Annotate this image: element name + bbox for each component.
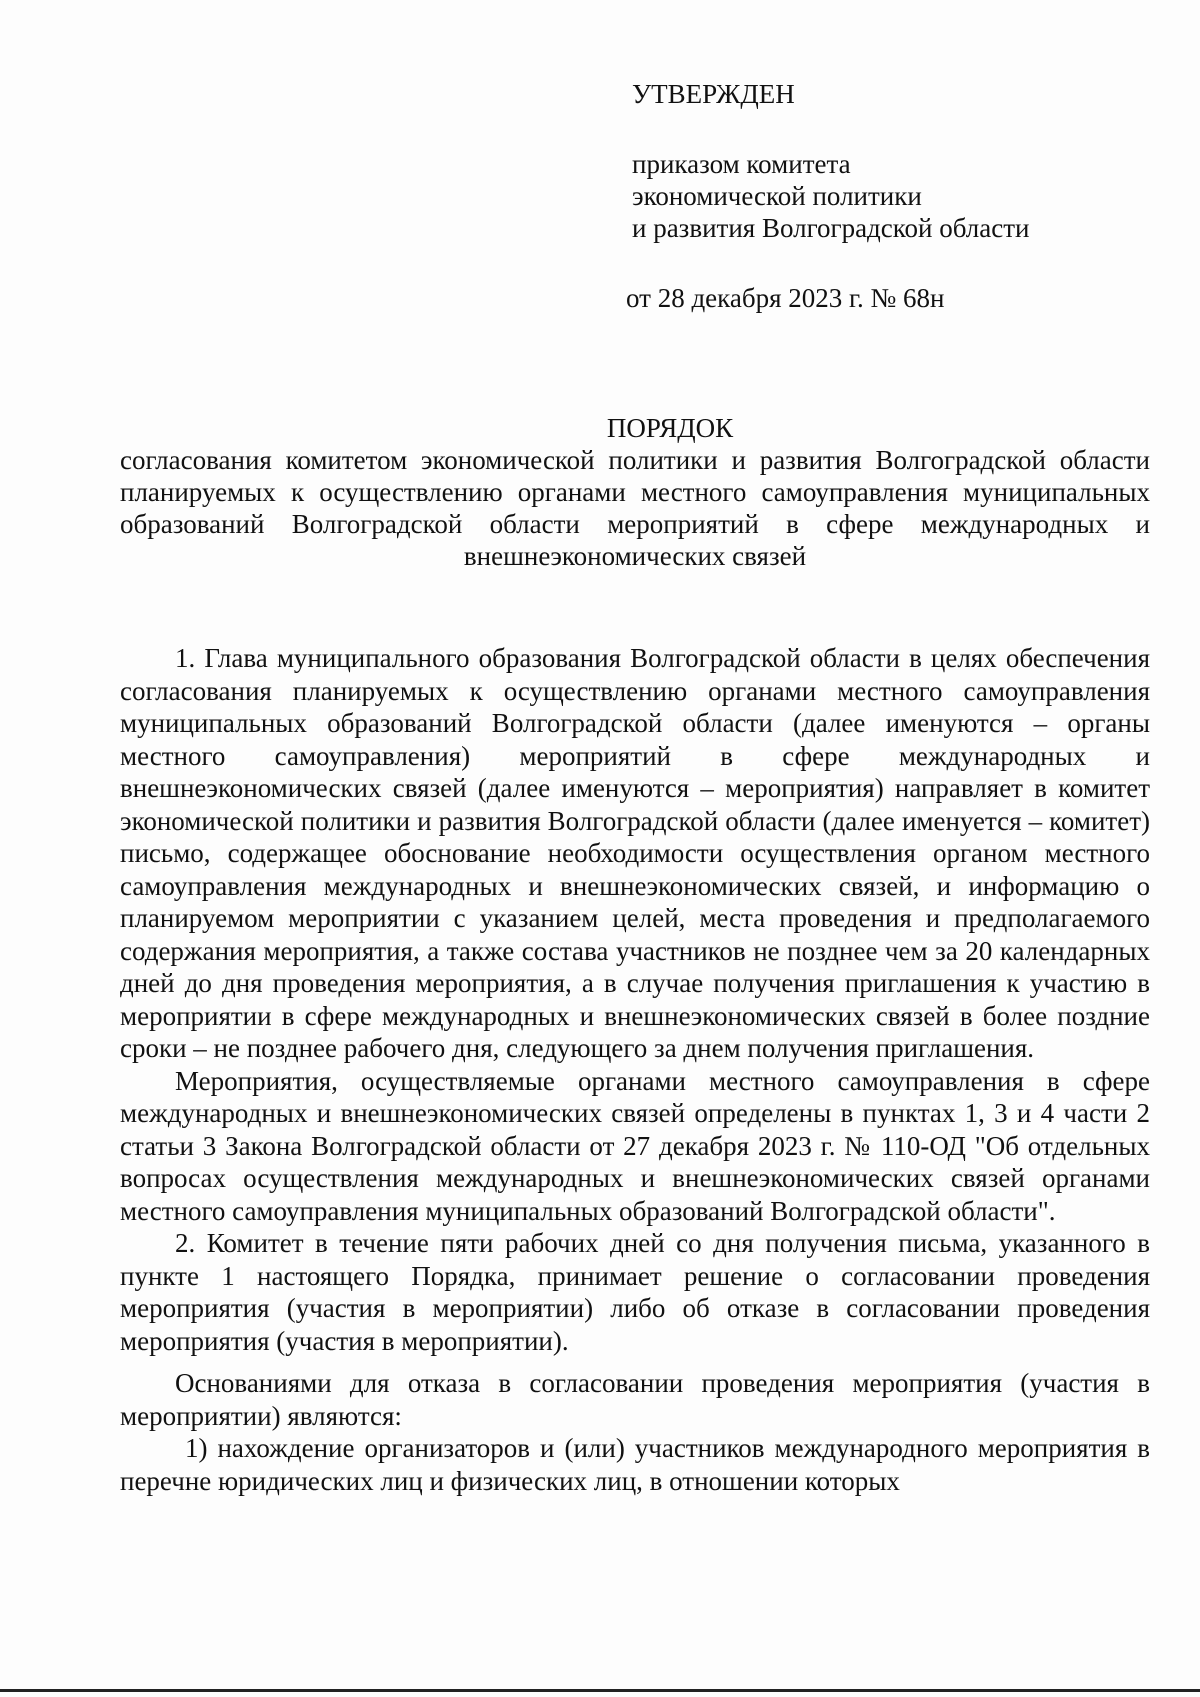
document-heading [120,412,1150,572]
paragraph-events: Мероприятия, осуществляемые органами местного самоуправления в сфере международных и внешнеэкономических связей определены в пунктах 1, 3 и 4 части 2 статьи 3 Закона Волгоградской области от 27 декабря 2023 г. № 110-ОД "Об отдельных вопросах осуществления международных и внешнеэкономических связей органами местного самоуправления муниципальных образований Волгоградской области". [120,1065,1150,1226]
approval-block [626,78,1152,314]
scan-bottom-edge [0,1689,1200,1692]
issuer-line: и развития Волгоградской области [632,213,1030,243]
approval-issuer [632,148,1152,244]
document-subtitle: согласования комитетом экономической политики и развития Волгоградской области планируемых к осуществлению органами местного самоуправления муниципальных образований Волгоградской области мероприятий в сфере международных и внешнеэкономических связей [120,445,1150,571]
document-title: ПОРЯДОК [606,413,734,443]
paragraph-1: 1. Глава муниципального образования Волгоградской области в целях обеспечения согласования планируемых к осуществлению органами местного самоуправления муниципальных образований Волгоградской области (далее именуются – органы местного самоуправления) мероприятий в сфере международных и внешнеэкономических связей (далее именуются – мероприятия) направляет в комитет экономической политики и развития Волгоградской области (далее именуется – комитет) письмо, содержащее обоснование необходимости осуществления органом местного самоуправления международных и внешнеэкономических связей, и информацию о планируемом мероприятии с указанием целей, места проведения и предполагаемого содержания мероприятия, а также состава участников не позднее чем за 20 календарных дней до дня проведения мероприятия, а в случае получения приглашения к участию в мероприятии в сфере международных и внешнеэкономических связей в более поздние сроки – не позднее рабочего дня, следующего за днем получения приглашения. [120,643,1150,1063]
document-body [120,642,1150,1497]
issuer-line: экономической политики [632,181,922,211]
order-date-number: от 28 декабря 2023 г. № 68н [626,283,945,313]
list-item-1: 1) нахождение организаторов и (или) участников международного мероприятия в перечне юридических лиц и физических лиц, в отношении которых [120,1433,1150,1496]
approval-stamp-text: УТВЕРЖДЕН [632,79,795,109]
issuer-line: приказом комитета [632,149,851,179]
paragraph-2: 2. Комитет в течение пяти рабочих дней со дня получения письма, указанного в пункте 1 настоящего Порядка, принимает решение о согласовании проведения мероприятия (участия в мероприятии) либо об отказе в согласовании проведения мероприятия (участия в мероприятии). [120,1228,1150,1356]
paragraph-refusal-grounds: Основаниями для отказа в согласовании проведения мероприятия (участия в мероприятии) являются: [120,1368,1150,1431]
